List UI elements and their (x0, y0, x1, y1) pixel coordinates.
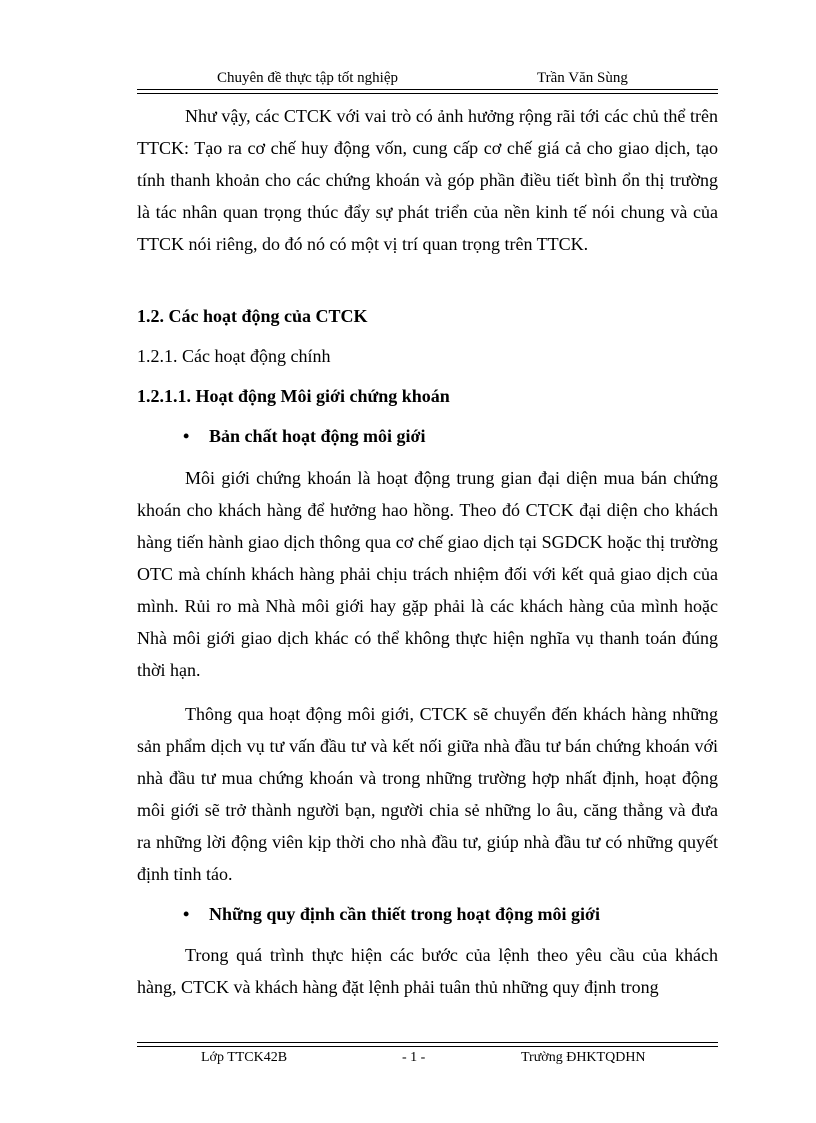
paragraph-3: Thông qua hoạt động môi giới, CTCK sẽ chuyển đến khách hàng những sản phẩm dịch vụ tư vấn đầu tư và kết nối giữa nhà đầu tư bán chứng khoán với nhà đầu tư mua chứng khoán và trong những trường hợp nhất định, hoạt động môi giới sẽ trở thành người bạn, người chia sẻ những lo âu, căng thẳng và đưa ra những lời động viên kịp thời cho nhà đầu tư, giúp nhà đầu tư có những quyết định tỉnh táo. (137, 704, 718, 884)
paragraph-2: Môi giới chứng khoán là hoạt động trung gian đại diện mua bán chứng khoán cho khách hàng để hưởng hao hồng. Theo đó CTCK đại diện cho khách hàng tiến hành giao dịch thông qua cơ chế giao dịch tại SGDCK hoặc thị trường OTC mà chính khách hàng phải chịu trách nhiệm đối với kết quả giao dịch của mình. Rủi ro mà Nhà môi giới hay gặp phải là các khách hàng của mình hoặc Nhà môi giới giao dịch khác có thể không thực hiện nghĩa vụ thanh toán đúng thời hạn. (137, 468, 718, 680)
bullet-icon: • (183, 904, 190, 924)
bullet-text: Bản chất hoạt động môi giới (209, 426, 426, 446)
page-footer (137, 1040, 718, 1070)
heading-1-2-1: 1.2.1. Các hoạt động chính (137, 346, 331, 366)
footer-rule (137, 1042, 718, 1043)
footer-class: Lớp TTCK42B (201, 1050, 288, 1065)
bullet-item-2 (183, 904, 600, 925)
paragraph-1: Như vậy, các CTCK với vai trò có ảnh hưởng rộng rãi tới các chủ thể trên TTCK: Tạo ra cơ chế huy động vốn, cung cấp cơ chế giá cả cho giao dịch, tạo tính thanh khoản cho các chứng khoán và góp phần điều tiết bình ổn thị trường là tác nhân quan trọng thúc đẩy sự phát triển của nền kinh tế nói chung và của TTCK nói riêng, do đó nó có một vị trí quan trọng trên TTCK. (137, 106, 718, 254)
bullet-text: Những quy định cần thiết trong hoạt động môi giới (209, 904, 601, 924)
page-number: - 1 - (402, 1050, 426, 1065)
bullet-item-1 (183, 426, 426, 447)
heading-1-2: 1.2. Các hoạt động của CTCK (137, 306, 368, 326)
paragraph-4: Trong quá trình thực hiện các bước của lệnh theo yêu cầu của khách hàng, CTCK và khách hàng đặt lệnh phải tuân thủ những quy định trong (137, 945, 718, 997)
header-rule-thin (137, 93, 718, 94)
footer-rule-thin (137, 1046, 718, 1047)
header-rule (137, 89, 718, 90)
heading-1-2-1-1: 1.2.1.1. Hoạt động Môi giới chứng khoán (137, 386, 450, 406)
page-header (137, 66, 718, 92)
header-author: Trần Văn Sùng (537, 70, 628, 86)
footer-school: Trường ĐHKTQDHN (521, 1050, 646, 1065)
header-title: Chuyên đề thực tập tốt nghiệp (217, 70, 399, 86)
bullet-icon: • (183, 426, 190, 446)
